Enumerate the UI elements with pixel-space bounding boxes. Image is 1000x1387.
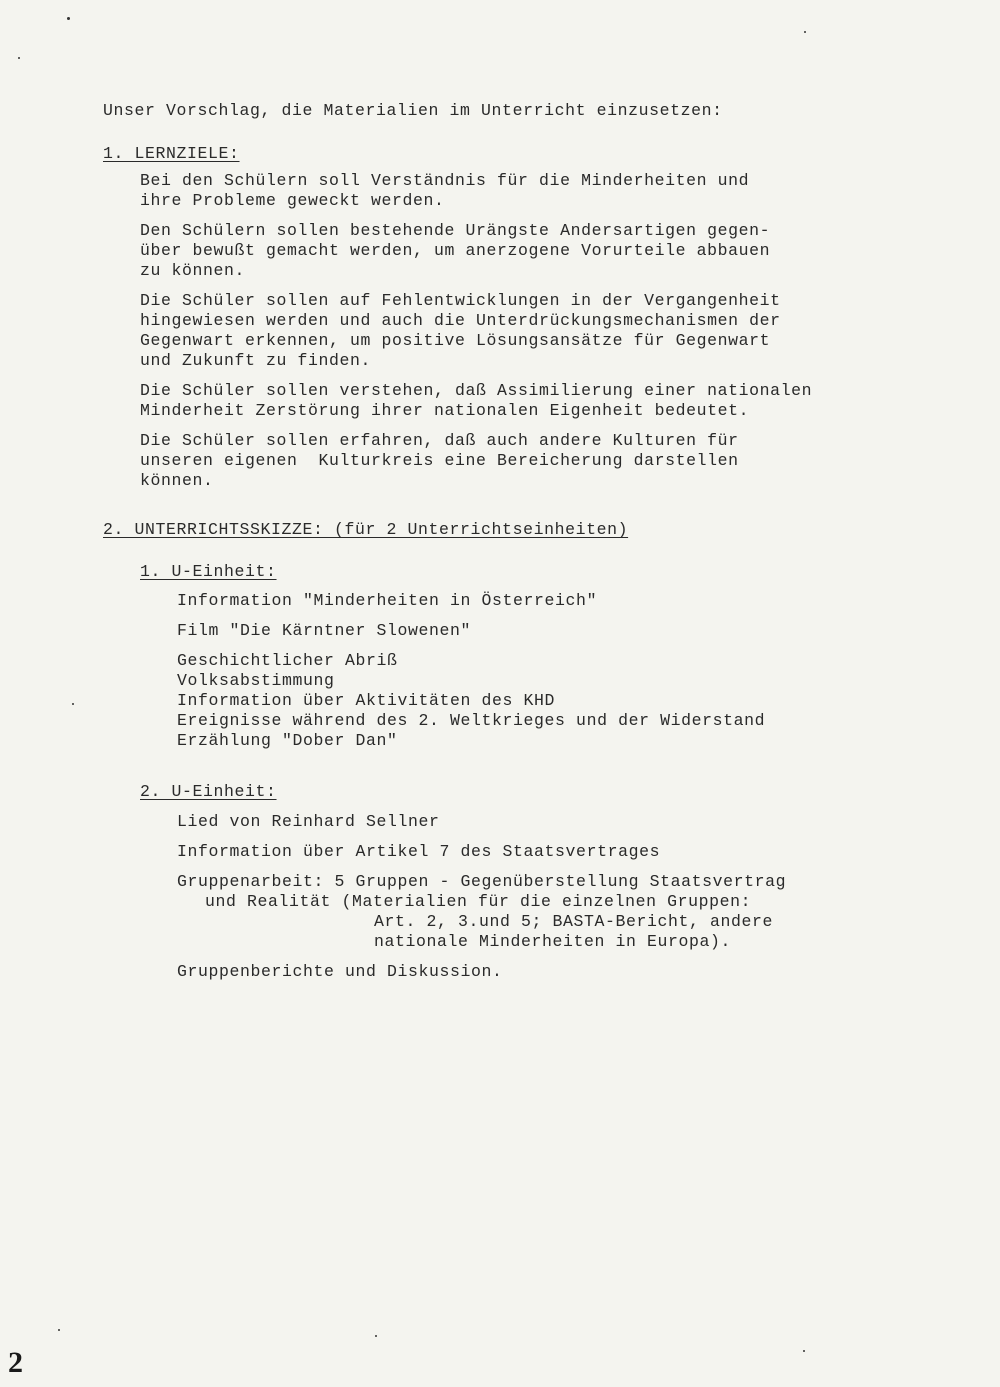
unit2-item: Gruppenberichte und Diskussion. <box>177 962 503 981</box>
scan-speck <box>67 17 70 20</box>
paragraph-line: ihre Probleme geweckt werden. <box>140 191 445 210</box>
paragraph-line: Die Schüler sollen erfahren, daß auch andere Kulturen für <box>140 431 739 450</box>
section1-heading: 1. LERNZIELE: <box>103 144 240 163</box>
scan-speck <box>72 703 74 705</box>
unit1-item: Information über Aktivitäten des KHD <box>177 691 556 710</box>
scan-speck <box>375 1335 377 1337</box>
unit1-item: Volksabstimmung <box>177 671 335 690</box>
unit1-item: Information "Minderheiten in Österreich" <box>177 591 598 610</box>
unit2-item: Art. 2, 3.und 5; BASTA-Bericht, andere <box>374 912 774 931</box>
unit2-item: Lied von Reinhard Sellner <box>177 812 440 831</box>
paragraph-line: Gegenwart erkennen, um positive Lösungsansätze für Gegenwart <box>140 331 771 350</box>
unit2-item: nationale Minderheiten in Europa). <box>374 932 732 951</box>
scan-speck <box>58 1329 60 1331</box>
unit2-item: Gruppenarbeit: 5 Gruppen - Gegenüberstellung Staatsvertrag <box>177 872 787 891</box>
unit1-heading: 1. U-Einheit: <box>140 562 277 581</box>
paragraph-line: unseren eigenen Kulturkreis eine Bereicherung darstellen <box>140 451 739 470</box>
paragraph-line: Bei den Schülern soll Verständnis für die Minderheiten und <box>140 171 750 190</box>
intro-line: Unser Vorschlag, die Materialien im Unterricht einzusetzen: <box>103 101 723 120</box>
paragraph-line: Den Schülern sollen bestehende Urängste Andersartigen gegen- <box>140 221 771 240</box>
unit1-item: Film "Die Kärntner Slowenen" <box>177 621 472 640</box>
paragraph-line: Die Schüler sollen verstehen, daß Assimilierung einer nationalen <box>140 381 813 400</box>
unit1-item: Geschichtlicher Abriß <box>177 651 398 670</box>
page-number: 2 <box>8 1346 23 1379</box>
paragraph-line: zu können. <box>140 261 246 280</box>
paragraph-line: hingewiesen werden und auch die Unterdrückungsmechanismen der <box>140 311 781 330</box>
unit2-item: Information über Artikel 7 des Staatsvertrages <box>177 842 661 861</box>
scan-speck <box>803 1350 805 1352</box>
paragraph-line: Die Schüler sollen auf Fehlentwicklungen in der Vergangenheit <box>140 291 781 310</box>
paragraph-line: über bewußt gemacht werden, um anerzogene Vorurteile abbauen <box>140 241 771 260</box>
unit1-item: Erzählung "Dober Dan" <box>177 731 398 750</box>
scan-speck <box>804 31 806 33</box>
unit2-item: und Realität (Materialien für die einzelnen Gruppen: <box>205 892 752 911</box>
paragraph-line: können. <box>140 471 214 490</box>
paragraph-line: Minderheit Zerstörung ihrer nationalen Eigenheit bedeutet. <box>140 401 750 420</box>
unit2-heading: 2. U-Einheit: <box>140 782 277 801</box>
paragraph-line: und Zukunft zu finden. <box>140 351 372 370</box>
scan-speck <box>18 57 20 59</box>
unit1-item: Ereignisse während des 2. Weltkrieges und der Widerstand <box>177 711 766 730</box>
section2-heading: 2. UNTERRICHTSSKIZZE: (für 2 Unterrichtseinheiten) <box>103 520 629 539</box>
